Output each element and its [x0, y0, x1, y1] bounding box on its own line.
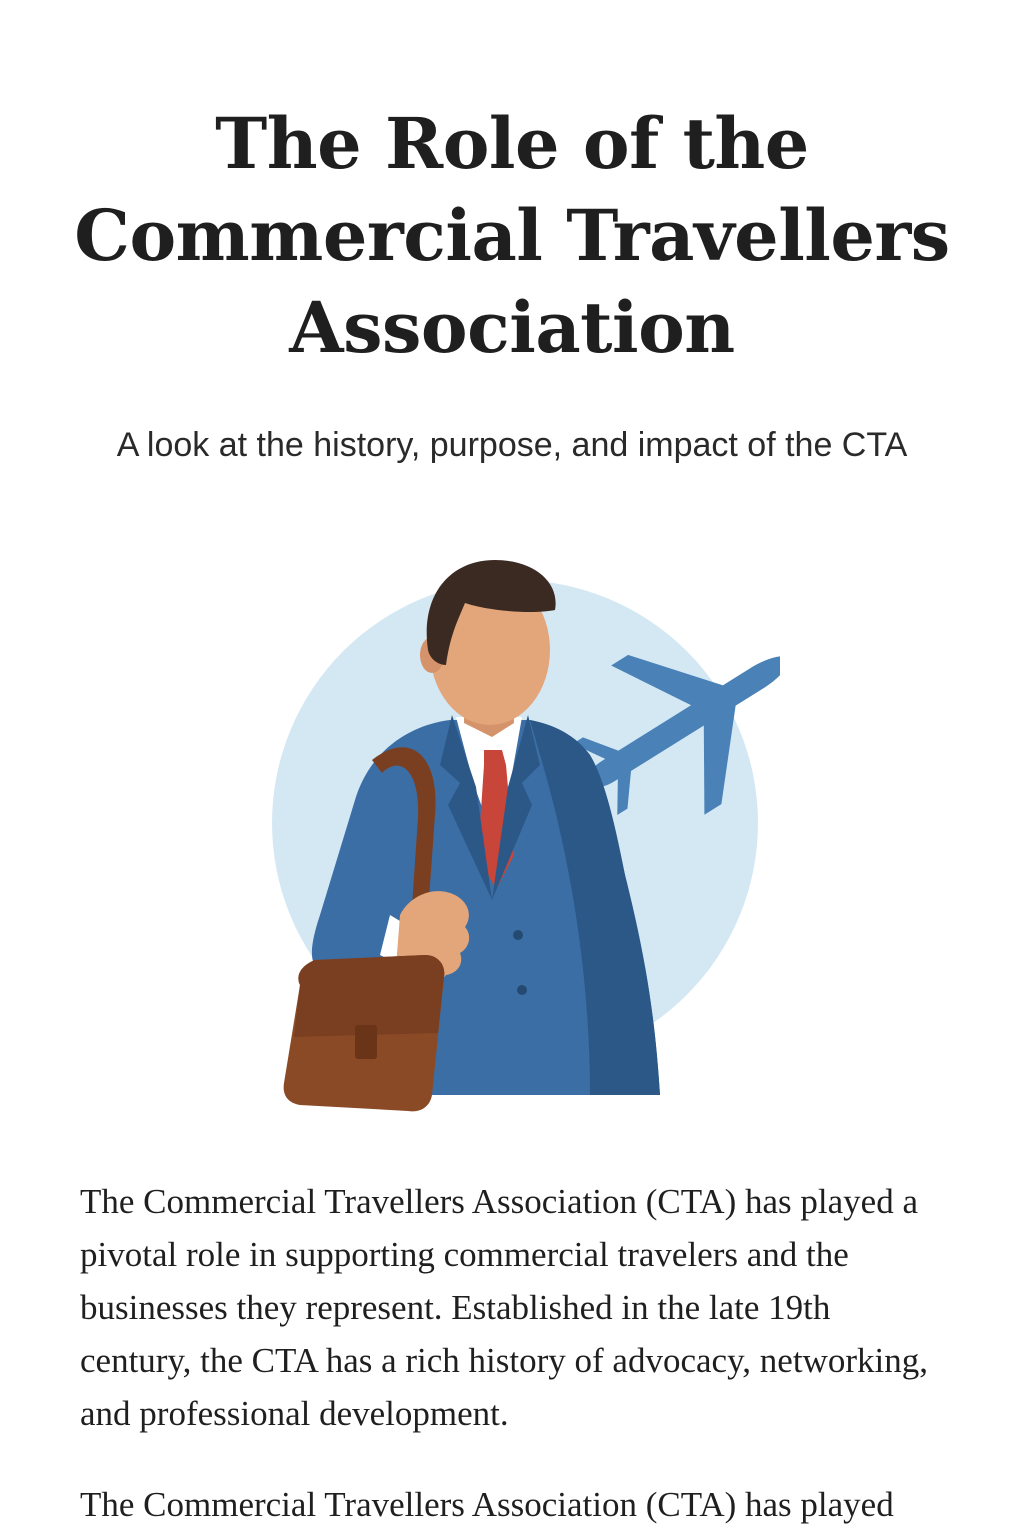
page-subtitle: A look at the history, purpose, and impact of the CTA: [116, 426, 908, 464]
hero-illustration: [260, 555, 780, 1115]
businessman-illustration: [260, 555, 780, 1115]
suit-button: [513, 930, 523, 940]
page-title: The Role of the Commercial Travellers Association: [74, 102, 950, 369]
bag-clasp: [355, 1025, 377, 1059]
bag-flap: [294, 955, 444, 1037]
article-paragraph: The Commercial Travellers Association (CTA) has played: [80, 1485, 894, 1524]
article-paragraph: The Commercial Travellers Association (CTA) has played a pivotal role in supporting commercial travelers and the businesses they represent. Established in the late 19th century, the CTA has a rich history of advocacy, networking, and professional development.: [80, 1182, 928, 1433]
suit-button: [517, 985, 527, 995]
